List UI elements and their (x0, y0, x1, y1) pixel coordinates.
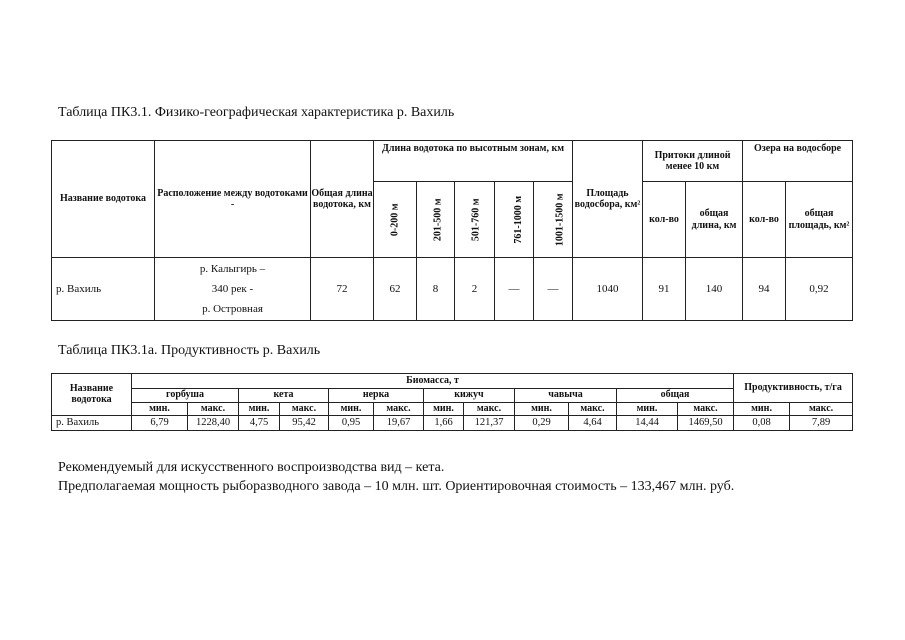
t2-species-nerka: нерка (329, 389, 424, 403)
t2-min: мин. (424, 403, 464, 416)
t2-cell: 95,42 (280, 416, 329, 431)
header-tributaries-count: кол-во (643, 182, 686, 258)
header-lakes-area: общая площадь, км² (786, 182, 853, 258)
cell-zone-1: 62 (374, 258, 417, 321)
table1-caption: Таблица ПК3.1. Физико-географическая характеристика р. Вахиль (58, 105, 455, 120)
t2-max: макс. (188, 403, 239, 416)
t2-cell: 0,95 (329, 416, 374, 431)
cell-lakes-area: 0,92 (786, 258, 853, 321)
header-zone-4: 761-1000 м (495, 182, 534, 258)
t2-min: мин. (515, 403, 569, 416)
t2-species-keta: кета (239, 389, 329, 403)
t2-species-chavycha: чавыча (515, 389, 617, 403)
t2-cell-name: р. Вахиль (52, 416, 132, 431)
table-row (52, 416, 853, 431)
header-lakes-count: кол-во (743, 182, 786, 258)
t2-cell: 1,66 (424, 416, 464, 431)
cell-zone-5: — (534, 258, 573, 321)
t2-min: мин. (132, 403, 188, 416)
t2-cell: 4,64 (569, 416, 617, 431)
t2-cell: 1469,50 (678, 416, 734, 431)
cell-name: р. Вахиль (52, 258, 155, 321)
t2-cell: 1228,40 (188, 416, 239, 431)
t2-min: мин. (239, 403, 280, 416)
cell-zone-4: — (495, 258, 534, 321)
cell-area: 1040 (573, 258, 643, 321)
t2-max: макс. (280, 403, 329, 416)
header-tributaries-group: Притоки длиной менее 10 км (643, 141, 743, 182)
t2-species-gorbusha: горбуша (132, 389, 239, 403)
cell-zone-3: 2 (455, 258, 495, 321)
cell-tributaries-length: 140 (686, 258, 743, 321)
cell-zone-2: 8 (417, 258, 455, 321)
t2-cell: 0,29 (515, 416, 569, 431)
table2-caption: Таблица ПК3.1а. Продуктивность р. Вахиль (58, 343, 321, 358)
header-tributaries-length: общая длина, км (686, 182, 743, 258)
t2-cell: 14,44 (617, 416, 678, 431)
header-area: Площадь водосбора, км² (573, 141, 643, 258)
header-zone-1: 0-200 м (374, 182, 417, 258)
t2-max: макс. (374, 403, 424, 416)
t2-species-kizhuch: кижуч (424, 389, 515, 403)
t2-min: мин. (329, 403, 374, 416)
t2-max: макс. (678, 403, 734, 416)
t2-cell: 0,08 (734, 416, 790, 431)
t2-header-productivity: Продуктивность, т/га (734, 374, 853, 403)
header-zone-5: 1001-1500 м (534, 182, 573, 258)
t2-min: мин. (734, 403, 790, 416)
header-name: Название водотока (52, 141, 155, 258)
t2-header-name: Название водотока (52, 374, 132, 416)
header-zone-2: 201-500 м (417, 182, 455, 258)
capacity-text: Предполагаемая мощность рыборазводного завода – 10 млн. шт. Ориентировочная стоимость – 133,467 млн. руб. (58, 479, 735, 494)
t2-cell: 121,37 (464, 416, 515, 431)
t2-max: макс. (464, 403, 515, 416)
t2-max: макс. (790, 403, 853, 416)
productivity-table (51, 373, 853, 431)
cell-lakes-count: 94 (743, 258, 786, 321)
table-row (52, 258, 853, 321)
physical-geography-table (51, 140, 853, 321)
t2-cell: 4,75 (239, 416, 280, 431)
t2-cell: 19,67 (374, 416, 424, 431)
t2-header-biomass: Биомасса, т (132, 374, 734, 389)
header-location: Расположение между водотоками - (155, 141, 311, 258)
header-lakes-group: Озера на водосборе (743, 141, 853, 182)
cell-tributaries-count: 91 (643, 258, 686, 321)
t2-species-total: общая (617, 389, 734, 403)
header-zone-3: 501-760 м (455, 182, 495, 258)
header-zones-group: Длина водотока по высотным зонам, км (374, 141, 573, 182)
header-total-length: Общая длина водотока, км (311, 141, 374, 258)
cell-total-length: 72 (311, 258, 374, 321)
t2-max: макс. (569, 403, 617, 416)
t2-min: мин. (617, 403, 678, 416)
t2-cell: 7,89 (790, 416, 853, 431)
t2-cell: 6,79 (132, 416, 188, 431)
cell-location: р. Калыгирь – 340 рек - р. Островная (155, 258, 311, 321)
recommendation-text: Рекомендуемый для искусственного воспроизводства вид – кета. (58, 460, 445, 475)
